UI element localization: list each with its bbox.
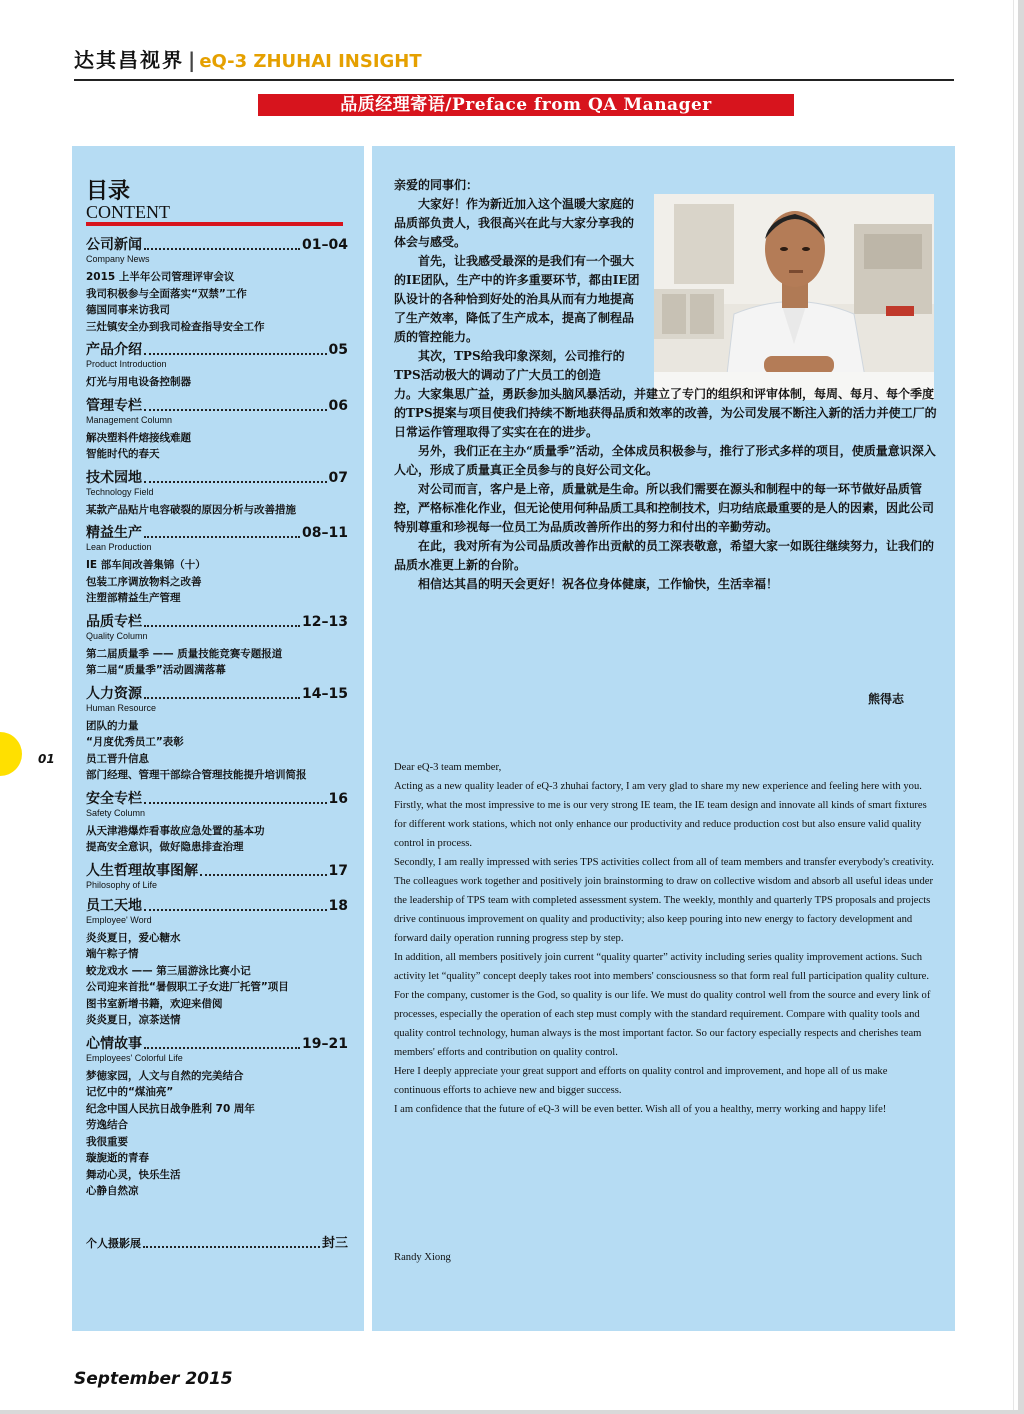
toc-article[interactable]: 图书室新增书籍，欢迎来借阅	[86, 997, 223, 1010]
toc-entry-subtitle: Company News	[86, 254, 150, 264]
cn-paragraph-7: 相信达其昌的明天会更好！祝各位身体健康，工作愉快，生活幸福！	[418, 577, 779, 591]
toc-article[interactable]: “月度优秀员工”表彰	[86, 736, 184, 748]
page-edge-right	[1018, 0, 1024, 1414]
en-paragraph-1: Acting as a new quality leader of eQ-3 zhuhai factory, I am very glad to share my new experience and feeling here with you.	[394, 781, 922, 792]
toc-leader-dots	[144, 409, 327, 411]
toc-leader-dots	[144, 536, 300, 538]
page-edge-bottom	[0, 1410, 1024, 1414]
toc-entry-subtitle: Product Introduction	[86, 359, 167, 369]
toc-article[interactable]: 员工晋升信息	[86, 752, 149, 765]
toc-entry[interactable]	[86, 790, 348, 808]
toc-section	[86, 897, 348, 1029]
toc-leader-dots	[144, 481, 327, 483]
toc-entry-subtitle: Technology Field	[86, 486, 154, 497]
toc-article[interactable]: 第二届“质量季”活动圆满落幕	[86, 664, 226, 676]
letter-chinese	[394, 176, 939, 594]
toc-entry-title: 产品介绍	[86, 342, 142, 358]
toc-entry-page: 07	[328, 469, 348, 486]
toc-article[interactable]: 纪念中国人民抗日战争胜利 70 周年	[86, 1102, 255, 1115]
toc-section	[86, 236, 348, 335]
toc-article[interactable]: 三灶镇安全办到我司检查指导安全工作	[86, 320, 265, 333]
header-rule	[74, 79, 954, 81]
toc-entry-page: 16	[328, 790, 348, 807]
en-paragraph-5: For the company, customer is the God, so quality is our life. We must do quality control well from the source and every link of processes, especially the operation of each step must comply with the standard requirement. Compare with quality tools and quality control technology, human always is the most important factor. So our factory especially respects and cherishes team members' efforts and contribution on quality control.	[394, 990, 931, 1058]
toc-article[interactable]: 端午粽子情	[86, 948, 139, 960]
footer-date: September 2015	[74, 1369, 233, 1389]
en-paragraph-2: Firstly, what the most impressive to me is our very strong IE team, the IE team design and innovate all kinds of smart fixtures for different work stations, which not only enhance our productivity and reduce production cost but also ensure valid quality control in process.	[394, 800, 927, 849]
toc-leader-dots	[144, 802, 327, 804]
toc-article[interactable]: 我很重要	[86, 1135, 128, 1148]
toc-entry-page: 06	[328, 397, 348, 414]
letter-english	[394, 758, 934, 1119]
toc-entry-title: 心情故事	[86, 1035, 142, 1052]
toc-article[interactable]: 记忆中的“煤油亮”	[86, 1086, 174, 1098]
toc-article[interactable]: 炎炎夏日，凉茶送情	[86, 1014, 181, 1026]
toc-entry-subtitle: Human Resource	[86, 702, 157, 713]
toc-entry[interactable]	[86, 341, 348, 359]
toc-article[interactable]: 从天津港爆炸看事故应急处置的基本功	[86, 824, 265, 837]
toc-entry-subtitle: Philosophy of Life	[86, 879, 158, 890]
en-paragraph-4: In addition, all members positively join current “quality quarter” activity including series quality improvement actions. Such activity let “quality” concept deeply takes root into members' consciousness so that form real full participation quality culture.	[394, 952, 929, 982]
magazine-title-en: eQ-3 ZHUHAI INSIGHT	[199, 51, 422, 72]
toc-article[interactable]: 团队的力量	[86, 719, 139, 732]
toc-entry[interactable]	[86, 236, 348, 254]
toc-entry-subtitle: Employee' Word	[86, 914, 152, 925]
toc-section	[86, 397, 348, 463]
toc-article[interactable]: 部门经理、管理干部综合管理技能提升培训简报	[86, 769, 307, 781]
toc-leader-dots	[200, 874, 327, 876]
letter-panel	[372, 146, 955, 1331]
toc-entry-subtitle: Safety Column	[86, 807, 146, 818]
toc-article[interactable]: 梦徳家园，人文与自然的完美结合	[86, 1069, 244, 1082]
toc-list	[86, 236, 348, 1206]
toc-article[interactable]: 我司积极参与全面落实“双禁”工作	[86, 287, 247, 300]
toc-article[interactable]: 公司迎来首批“暑假职工子女进厂托管”项目	[86, 981, 289, 993]
toc-entry-page: 01–04	[302, 237, 348, 253]
toc-entry-subtitle: Employees' Colorful Life	[86, 1052, 183, 1063]
en-paragraph-6: Here I deeply appreciate your great support and efforts on quality control and improvement, and hope all of us make continuous efforts to achieve new and bigger success.	[394, 1066, 888, 1096]
toc-entry-title: 安全专栏	[86, 790, 142, 807]
toc-article[interactable]: 某款产品贴片电容破裂的原因分析与改善措施	[86, 503, 296, 516]
cn-greeting: 亲爱的同事们：	[394, 178, 479, 192]
table-of-contents	[72, 146, 364, 1331]
toc-section	[86, 341, 348, 391]
toc-leader-dots	[144, 353, 327, 355]
toc-entry-subtitle: Lean Production	[86, 542, 152, 552]
toc-entry-page: 08–11	[302, 525, 348, 541]
toc-leader-dots	[143, 1246, 320, 1248]
toc-entry-title: 员工天地	[86, 897, 142, 914]
toc-entry-title: 个人摄影展	[86, 1237, 141, 1250]
toc-section	[86, 1035, 348, 1200]
toc-leader-dots	[144, 625, 300, 627]
toc-entry[interactable]	[86, 897, 348, 915]
en-paragraph-3: Secondly, I am really impressed with series TPS activities collect from all of team members and transfer everybody's creativity. The colleagues work together and positively join brainstorming to draw on collective wisdom and absorb all useful ideas under the leadership of TPS team with completed assessment system. The weekly, monthly and quarterly TPS proposals and projects drive continuous improvement on quality and productivity; also keep pouring into new energy to factory development and forward daily operation running progress step by step.	[394, 857, 934, 944]
toc-rule	[86, 222, 343, 226]
cn-paragraph-1: 大家好！作为新近加入这个温暖大家庭的品质部负责人，我很高兴在此与大家分享我的体会与感受。	[394, 197, 635, 249]
header-separator: |	[188, 48, 196, 72]
toc-title-cn: 目录	[86, 179, 131, 204]
toc-entry[interactable]	[86, 397, 348, 415]
toc-article[interactable]: 心静自然凉	[86, 1185, 139, 1197]
en-paragraph-7: I am confidence that the future of eQ-3 will be even better. Wish all of you a healthy, merry working and happy life!	[394, 1104, 887, 1115]
toc-entry-page: 18	[328, 897, 348, 914]
en-signature: Randy Xiong	[394, 1252, 451, 1263]
toc-entry-page: 12–13	[302, 613, 348, 630]
toc-section	[86, 469, 348, 519]
cn-paragraph-3a: 其次，TPS给我印象深刻，公司推行的TPS活动极大的调动了广大员工的创造	[394, 349, 625, 382]
toc-entry-title: 人生哲理故事图解	[86, 862, 198, 879]
toc-title-en: CONTENT	[86, 202, 170, 222]
toc-entry-title: 品质专栏	[86, 613, 142, 630]
toc-entry-title: 技术园地	[86, 469, 142, 486]
toc-entry-subtitle: Management Column	[86, 414, 173, 425]
toc-section	[86, 862, 348, 891]
toc-entry-page: 05	[328, 342, 348, 358]
en-greeting: Dear eQ-3 team member,	[394, 762, 502, 773]
cn-paragraph-6: 在此，我对所有为公司品质改善作出贡献的员工深表敬意，希望大家一如既往继续努力，让我们的品质水准更上新的台阶。	[394, 539, 935, 572]
toc-article[interactable]: 炎炎夏日，爱心糖水	[86, 931, 181, 944]
toc-entry-photo-show[interactable]	[86, 1232, 348, 1251]
page-number: 01	[38, 752, 55, 766]
toc-article[interactable]: 灯光与用电设备控制器	[86, 376, 191, 388]
toc-entry-page: 19–21	[302, 1035, 348, 1052]
toc-entry-title: 管理专栏	[86, 397, 142, 414]
toc-entry-title: 人力资源	[86, 685, 142, 702]
toc-article[interactable]: 德国同事来访我司	[86, 304, 170, 316]
toc-article[interactable]: 注塑部精益生产管理	[86, 592, 181, 604]
toc-article[interactable]: 第二届质量季 —— 质量技能竞赛专题报道	[86, 647, 283, 660]
toc-entry-page: 封三	[321, 1236, 348, 1251]
toc-leader-dots	[144, 909, 327, 911]
toc-article[interactable]: 智能时代的春天	[86, 448, 160, 460]
toc-entry-subtitle: Quality Column	[86, 630, 148, 641]
toc-article[interactable]: IE 部车间改善集锦（十）	[86, 559, 206, 571]
magazine-title-cn: 达其昌视界	[74, 48, 184, 72]
cn-signature: 熊得志	[868, 692, 905, 706]
toc-article[interactable]: 提高安全意识，做好隐患排查治理	[86, 841, 244, 853]
toc-section	[86, 524, 348, 607]
toc-entry[interactable]	[86, 685, 348, 703]
toc-section	[86, 685, 348, 784]
magazine-header	[74, 44, 422, 73]
page-tab-marker	[0, 732, 22, 776]
cn-paragraph-3b: 力。大家集思广益，勇跃参加头脑风暴活动，并建立了专门的组织和评审体制，每周、每月、每个季度的TPS提案与项目使我们持续不断地获得品质和效率的改善，为公司发展不断注入新的活力并使工厂的日常运作管理取得了实实在在的进步。	[394, 387, 937, 439]
toc-leader-dots	[144, 697, 300, 699]
toc-entry-title: 精益生产	[86, 525, 142, 541]
toc-article[interactable]: 璇旎逝的青春	[86, 1152, 149, 1164]
toc-section	[86, 790, 348, 856]
toc-article[interactable]: 蛟龙戏水 —— 第三届游泳比赛小记	[86, 964, 251, 977]
toc-article[interactable]: 2015 上半年公司管理评审会议	[86, 271, 235, 283]
toc-entry[interactable]	[86, 524, 348, 542]
cn-paragraph-4: 另外，我们正在主办“质量季”活动，全体成员积极参与，推行了形式多样的项目，使质量意识深入人心，形成了质量真正全员参与的良好公司文化。	[394, 444, 936, 477]
cn-paragraph-5: 对公司而言，客户是上帝，质量就是生命。所以我们需要在源头和制程中的每一环节做好品质管控，严格标准化作业，但无论使用何种品质工具和控制技术，归功结底最重要的是人的因素，因此公司特别尊重和珍视每一位员工为品质改善所作出的努力和付出的辛勤劳动。	[394, 482, 935, 534]
toc-entry[interactable]	[86, 613, 348, 631]
toc-entry-page: 14–15	[302, 685, 348, 702]
cn-paragraph-2: 首先，让我感受最深的是我们有一个强大的IE团队，生产中的许多重要环节，都由IE团队设计的各种恰到好处的治具从而有力地提高了生产效率，降低了生产成本，提高了制程品质的管控能力。	[394, 254, 640, 344]
toc-entry-page: 17	[328, 862, 348, 879]
toc-article[interactable]: 舞动心灵，快乐生活	[86, 1168, 181, 1181]
section-banner: 品质经理寄语/Preface from QA Manager	[258, 94, 794, 116]
page-edge-line	[1013, 0, 1014, 1414]
toc-article[interactable]: 包装工序调放物料之改善	[86, 575, 202, 588]
toc-article[interactable]: 解决塑料件熔接线难题	[86, 431, 191, 444]
toc-entry[interactable]	[86, 469, 348, 487]
toc-leader-dots	[144, 1047, 300, 1049]
toc-section	[86, 613, 348, 679]
toc-entry-title: 公司新闻	[86, 237, 142, 253]
toc-entry[interactable]	[86, 862, 348, 880]
toc-entry[interactable]	[86, 1035, 348, 1053]
toc-article[interactable]: 劳逸结合	[86, 1119, 128, 1131]
toc-leader-dots	[144, 248, 300, 250]
